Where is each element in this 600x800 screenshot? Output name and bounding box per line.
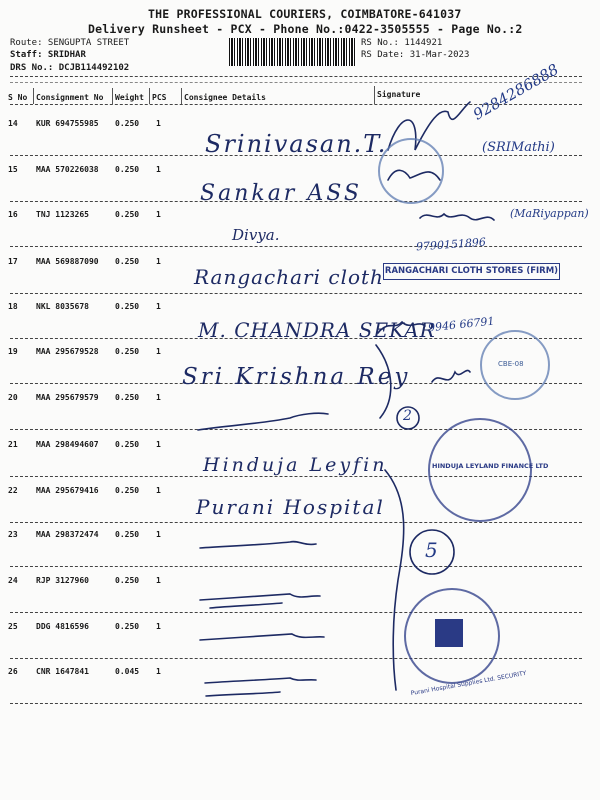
security-stamp-logo xyxy=(435,619,463,647)
handwritten-consignee: M. CHANDRA SEKAR xyxy=(198,318,436,342)
row-consignment-no: MAA 295679528 xyxy=(36,347,99,356)
row-pcs: 1 xyxy=(156,347,161,356)
col-consignment: Consignment No xyxy=(36,93,104,102)
row-weight: 0.250 xyxy=(115,440,140,449)
date-stamp-text: CBE-08 xyxy=(498,360,524,368)
row-weight: 0.250 xyxy=(115,393,140,402)
route-label: Route: SENGUPTA STREET xyxy=(10,38,130,48)
row-sno: 18 xyxy=(8,302,18,311)
col-weight: Weight xyxy=(115,93,144,102)
row-pcs: 1 xyxy=(156,302,161,311)
row-sno: 25 xyxy=(8,622,18,631)
handwritten-consignee: Rangachari cloth xyxy=(194,265,384,289)
rangachari-stamp: RANGACHARI CLOTH STORES (FIRM) xyxy=(383,263,560,280)
signature-squiggle xyxy=(420,214,494,220)
row-pcs: 1 xyxy=(156,530,161,539)
row-consignment-no: MAA 298494607 xyxy=(36,440,99,449)
row-pcs: 1 xyxy=(156,210,161,219)
row-weight: 0.045 xyxy=(115,667,140,676)
signature-squiggle xyxy=(200,634,324,640)
signature-squiggle xyxy=(385,470,404,690)
row-sno: 19 xyxy=(8,347,18,356)
hinduja-stamp-text: HINDUJA LEYLAND FINANCE LTD xyxy=(432,462,549,470)
row-pcs: 1 xyxy=(156,440,161,449)
row-weight: 0.250 xyxy=(115,165,140,174)
row-pcs: 1 xyxy=(156,576,161,585)
row-sno: 14 xyxy=(8,119,18,128)
row-sno: 17 xyxy=(8,257,18,266)
signature-squiggle xyxy=(206,692,280,696)
row-pcs: 1 xyxy=(156,622,161,631)
row-weight: 0.250 xyxy=(115,257,140,266)
row-consignment-no: NKL 8035678 xyxy=(36,302,89,311)
signature-squiggle xyxy=(200,594,320,600)
handwritten-consignee: Sri Krishna Rey xyxy=(182,364,411,390)
col-sno: S No xyxy=(8,93,28,102)
staff-label: Staff: SRIDHAR xyxy=(10,50,86,60)
row-consignment-no: KUR 694755985 xyxy=(36,119,99,128)
rs-number: RS No.: 1144921 xyxy=(361,38,443,48)
row-sno: 22 xyxy=(8,486,18,495)
row-sno: 16 xyxy=(8,210,18,219)
row-pcs: 1 xyxy=(156,165,161,174)
signature-name: (MaRiyappan) xyxy=(510,207,589,220)
handwritten-consignee: Purani Hospital xyxy=(196,495,385,519)
row-sno: 15 xyxy=(8,165,18,174)
row-consignment-no: CNR 1647841 xyxy=(36,667,89,676)
company-title: THE PROFESSIONAL COURIERS, COIMBATORE-641037 xyxy=(148,7,462,21)
row-sno: 20 xyxy=(8,393,18,402)
drs-number: DRS No.: DCJB114492102 xyxy=(10,63,130,73)
row-sno: 26 xyxy=(8,667,18,676)
row-weight: 0.250 xyxy=(115,347,140,356)
row-consignment-no: MAA 569887090 xyxy=(36,257,99,266)
row-weight: 0.250 xyxy=(115,622,140,631)
signature-squiggle xyxy=(205,678,316,683)
circled-number: 2 xyxy=(403,408,412,424)
row-weight: 0.250 xyxy=(115,210,140,219)
row-weight: 0.250 xyxy=(115,119,140,128)
handwritten-consignee: Divya. xyxy=(232,226,280,244)
row-consignment-no: DDG 4816596 xyxy=(36,622,89,631)
row-sno: 24 xyxy=(8,576,18,585)
signature-squiggle xyxy=(198,413,328,430)
circled-number: 5 xyxy=(425,538,438,562)
row-weight: 0.250 xyxy=(115,530,140,539)
round-stamp xyxy=(378,138,444,204)
signature-name: (SRIMathi) xyxy=(482,140,555,155)
signature-number: 9790151896 xyxy=(415,235,487,254)
row-consignment-no: MAA 295679416 xyxy=(36,486,99,495)
signature-squiggle xyxy=(376,345,391,418)
row-sno: 21 xyxy=(8,440,18,449)
handwritten-consignee: Sankar ASS xyxy=(200,181,362,206)
signature-number: 9946 66791 xyxy=(427,314,495,335)
security-stamp-text: Purani Hospital Supplies Ltd. SECURITY xyxy=(410,669,527,698)
rs-date: RS Date: 31-Mar-2023 xyxy=(361,50,470,60)
row-sno: 23 xyxy=(8,530,18,539)
row-consignment-no: MAA 295679579 xyxy=(36,393,99,402)
signature-squiggle xyxy=(432,370,470,382)
signature-squiggle xyxy=(378,322,425,333)
row-consignment-no: RJP 3127960 xyxy=(36,576,89,585)
row-pcs: 1 xyxy=(156,119,161,128)
row-weight: 0.250 xyxy=(115,486,140,495)
row-pcs: 1 xyxy=(156,393,161,402)
row-pcs: 1 xyxy=(156,486,161,495)
hinduja-stamp xyxy=(428,418,532,522)
signature-squiggle xyxy=(200,542,316,548)
col-consignee: Consignee Details xyxy=(184,93,266,102)
row-weight: 0.250 xyxy=(115,576,140,585)
handwritten-consignee: Hinduja Leyfin xyxy=(203,454,388,476)
signature-squiggle xyxy=(210,603,282,608)
runsheet-subtitle: Delivery Runsheet - PCX - Phone No.:0422-3505555 - Page No.:2 xyxy=(88,22,523,36)
col-signature: Signature xyxy=(377,90,421,99)
handwritten-consignee: Srinivasan.T. xyxy=(205,130,388,158)
row-consignment-no: MAA 570226038 xyxy=(36,165,99,174)
signature-number: 9284286888 xyxy=(470,60,562,124)
row-pcs: 1 xyxy=(156,667,161,676)
row-pcs: 1 xyxy=(156,257,161,266)
row-consignment-no: TNJ 1123265 xyxy=(36,210,89,219)
row-weight: 0.250 xyxy=(115,302,140,311)
col-pcs: PCS xyxy=(152,93,167,102)
row-consignment-no: MAA 298372474 xyxy=(36,530,99,539)
